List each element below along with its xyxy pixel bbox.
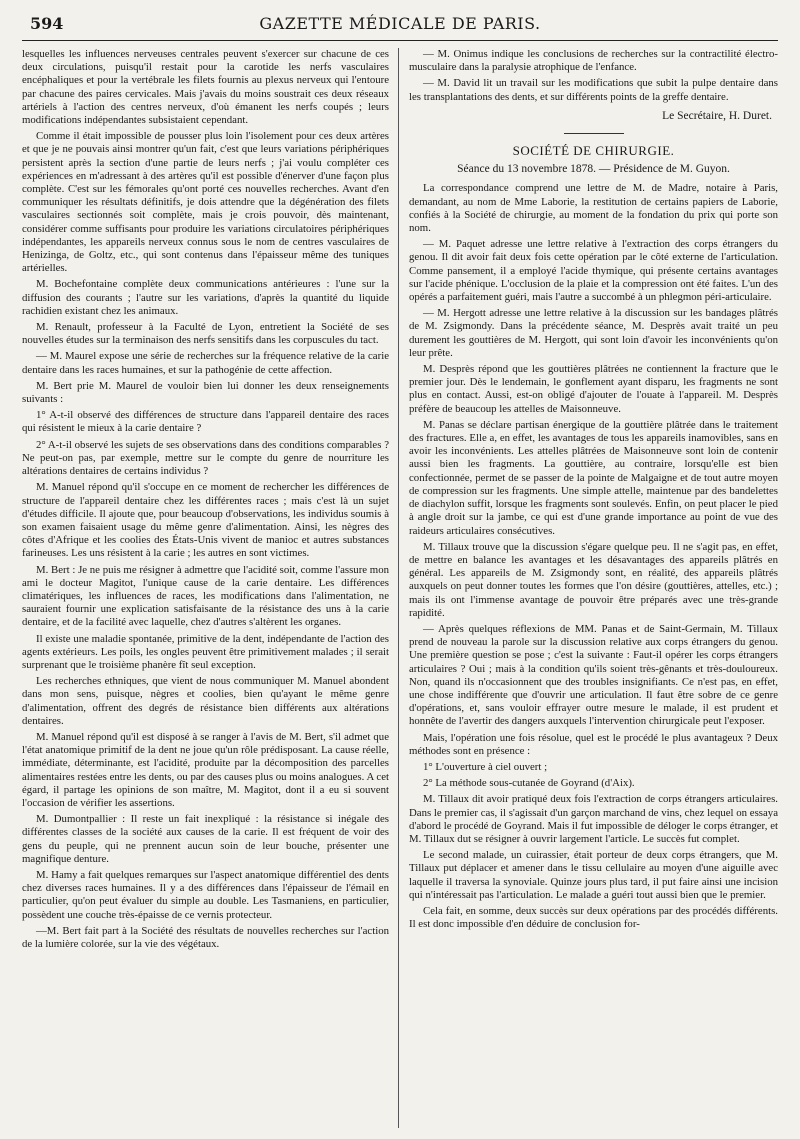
paragraph: — M. Onimus indique les conclusions de recherches sur la contractilité électro-musculaire dans la paralysie atrophique de l'enfance.: [409, 48, 778, 74]
paragraph: — M. Paquet adresse une lettre relative à l'extraction des corps étrangers du genou. Il dit avoir fait deux fois cette opération par le côté externe de l'articulation. Comme pansement, il a employé l'acide thymique, qui présente certains avantages sur l'acide phénique. L'occlusion de la plaie et la compression ont été faites. L'un des opérés a parfaitement guéri, mais l'autre a succombé à un phlegmon péri-articulaire.: [409, 238, 778, 304]
paragraph: M. Hamy a fait quelques remarques sur l'aspect anatomique différentiel des dents chez diverses races humaines. Il y a des différences dans l'épaisseur de l'émail en particulier, qu'on peut évaluer du simple au double. Les Tasmaniens, en particulier, possèdent une couche très-épaisse de ce vernis protecteur.: [22, 868, 389, 921]
paragraph: Cela fait, en somme, deux succès sur deux opérations par des procédés différents. Il est donc impossible d'en déduire de conclusion for-: [409, 904, 778, 931]
paragraph: — M. Hergott adresse une lettre relative à la discussion sur les bandages plâtrés de M. Zsigmondy. Dans la précédente séance, M. Desprès avait traité un peu durement les gouttières de M. Hergott, qui sont loin d'avoir les inconvénients qu'on leur prête.: [409, 307, 778, 359]
section-title: SOCIÉTÉ DE CHIRURGIE.: [512, 143, 675, 159]
paragraph: Le second malade, un cuirassier, était porteur de deux corps étrangers, que M. Tillaux put déplacer et amener dans le tissu cellulaire au moyen d'une aiguille avec laquelle il traversa la synoviale. Quinze jours plus tard, il put faire ainsi une incision qui n'intéressait pas l'articulation. Le malade a guéri tout aussi bien que le premier.: [409, 849, 778, 901]
paragraph: — Après quelques réflexions de MM. Panas et de Saint-Germain, M. Tillaux prend de nouveau la parole sur la discussion relative aux corps étrangers du genou. Une première question se pose ; c'est la suivante : Faut-il opérer les corps étrangers articulaires ? Oui ; mais à la condition qu'ils soient très-gênants et très-douloureux. Non, quand ils n'occasionnent que des troubles insignifiants. Ce n'est pas, en effet, une chose indifférente que d'ouvrir une articulation. Il faut être sobre de ce genre d'opérations, et, sans vouloir effrayer outre mesure le malade, il est prudent et honnête de l'avertir des dangers auxquels l'intervention chirurgicale peut l'exposer.: [409, 622, 778, 728]
paragraph: Comme il était impossible de pousser plus loin l'isolement pour ces deux artères et que je ne pouvais ainsi montrer qu'un fait, c'est que leurs variations périphériques persistent après la section d'une partie de leurs nerfs ; j'ai voulu compléter ces expériences en m'adressant à des artères qu'il est possible d'énerver d'une façon plus complète. C'est sur les fémorales qu'ont porté ces nouvelles recherches. Avant d'en communiquer les résultats définitifs, je dois attendre que la dégénération des filets vasculaires sectionnés soit complète, mais je crois pouvoir, dès maintenant, considérer comme suffisants pour produire les variations circulatoires périphériques indépendantes, les appareils nerveux connus sous le nom de centres vasculaires de Henizinga, de Goltz, etc., qui sont contenus dans l'épaisseur même des tuniques artérielles.: [22, 130, 389, 275]
right-column: [409, 48, 778, 1133]
paragraph: 2° La méthode sous-cutanée de Goyrand (d'Aix).: [423, 777, 635, 790]
paragraph: M. Manuel répond qu'il est disposé à se ranger à l'avis de M. Bert, s'il admet que l'état anatomique primitif de la dent ne joue qu'un rôle prédisposant. La cause réelle, immédiate, déterminante, est l'acidité, produite par la décomposition des parcelles alimentaires restées entre les dents, ou par des causes plus ou moins analogues. A cet égard, il partage les opinions de son maître, M. Magitot, dont il a eu si souvent l'occasion de vérifier les assertions.: [22, 730, 389, 809]
paragraph: M. Bochefontaine complète deux communications antérieures : l'une sur la diffusion des courants ; l'autre sur les variations, d'après la quantité du liquide rachidien existant chez les animaux.: [22, 278, 389, 317]
paragraph: — M. Maurel expose une série de recherches sur la fréquence relative de la carie dentaire dans les races humaines, et sur la pathogénie de cette affection.: [22, 350, 389, 376]
paragraph: —M. Bert fait part à la Société des résultats de nouvelles recherches sur l'action de la lumière colorée, sur la vie des végétaux.: [22, 924, 389, 950]
running-title: GAZETTE MÉDICALE DE PARIS.: [259, 14, 541, 33]
paragraph: M. Panas se déclare partisan énergique de la gouttière plâtrée dans le traitement des fractures. Elle a, en effet, les avantages de tous les appareils inamovibles, sans en avoir les inconvénients. Les attelles plâtrées de Maisonneuve sont loin de contenir aussi bien les fragments. La gouttière, au contraire, lorsqu'elle est bien confectionnée, permet de se passer de la pointe de Malgaigne et de tout autre moyen de compression sur les fragments. Une simple attelle, maintenue par des bandelettes de diachylon suffit, lorsque les fragments sont soulevés. Enfin, on peut placer le pied à angle droit sur la jambe, ce qui est d'une grande importance au point de vue des raideurs articulaires consécutives.: [409, 418, 778, 537]
paragraph: M. Renault, professeur à la Faculté de Lyon, entretient la Société de ses nouvelles études sur la terminaison des nerfs sensitifs dans les corpuscules du tact.: [22, 321, 389, 347]
session-line: Séance du 13 novembre 1878. — Présidence de M. Guyon.: [457, 163, 730, 176]
secretary-signature: Le Secrétaire, H. Duret.: [662, 109, 772, 122]
paragraph: Les recherches ethniques, que vient de nous communiquer M. Manuel abondent dans mon sens, puisque, nègres et coolies, bien qu'ayant le même genre d'alimentation, offrent des degrés de résistance bien différents aux altérations dentaires.: [22, 675, 389, 727]
page-number: 594: [30, 14, 64, 33]
paragraph: 1° L'ouverture à ciel ouvert ;: [423, 760, 548, 773]
section-rule: [564, 133, 624, 134]
page-header: [22, 10, 778, 41]
paragraph: M. Tillaux dit avoir pratiqué deux fois l'extraction de corps étrangers articulaires. Dans le premier cas, il s'agissait d'un garçon marchand de vins, chez lequel on essaya d'abord le procédé de Goyrand. Mais il fut impossible de déloger le corps étranger, et M. Tillaux dut se résigner à ouvrir largement l'article. Le succès fut complet.: [409, 793, 778, 845]
paragraph: Il existe une maladie spontanée, primitive de la dent, indépendante de l'action des agents extérieurs. Les poils, les ongles peuvent être primitivement malades ; il serait surprenant que le troisième phanère fît seul exception.: [22, 632, 389, 671]
column-divider: [398, 48, 399, 1128]
paragraph: M. Manuel répond qu'il s'occupe en ce moment de rechercher les différences de structure de l'appareil dentaire chez les différentes races ; mais c'est là un sujet d'études difficile. Il ajoute que, pour beaucoup d'observations, les individus soumis à son examen faisaient usage du même genre d'alimentation. Ainsi, les nègres des côtes d'Afrique et les coolies des États-Unis vivent de manioc et autres substances farineuses. Les uns résistent à la carie ; les autres en sont victimes.: [22, 481, 389, 560]
paragraph: 2° A-t-il observé les sujets de ses observations dans des conditions comparables ? Ne peut-on pas, par exemple, mettre sur le compte du genre de nourriture les altérations dentaires de certains individus ?: [22, 438, 389, 478]
paragraph: M. Dumontpallier : Il reste un fait inexpliqué : la résistance si inégale des différentes classes de la société aux causes de la carie. Il est fréquent de voir des gens du peuple, qui ne prennent aucun soin de leur bouche, présenter une magnifique denture.: [22, 813, 389, 865]
paragraph: M. Bert prie M. Maurel de vouloir bien lui donner les deux renseignements suivants :: [22, 379, 389, 406]
paragraph: M. Desprès répond que les gouttières plâtrées ne contiennent la fracture que le premier jour. Dès le lendemain, le gonflement ayant disparu, les fragments ne sont plus en contact. Aussi, est-on obligé d'ajouter de l'ouate à l'appareil. M. Desprès préfère de beaucoup les attelles de Maisonneuve.: [409, 363, 778, 415]
paragraph: 1° A-t-il observé des différences de structure dans l'appareil dentaire des races qui résistent le mieux à la carie dentaire ?: [22, 409, 389, 435]
paragraph: Mais, l'opération une fois résolue, quel est le procédé le plus avantageux ? Deux méthodes sont en présence :: [409, 731, 778, 757]
paragraph: M. Tillaux trouve que la discussion s'égare quelque peu. Il ne s'agit pas, en effet, de mettre en balance les avantages et les désavantages des appareils plâtrés en général. Les appareils de M. Zsigmondy sont, en réalité, des appareils plâtrés auxquels on peut donner toutes les formes que l'on désire (gouttières, attelles, etc.) ; mais ils ont l'immense avantage de pouvoir être préparés avec une très-grande rapidité.: [409, 540, 778, 619]
paragraph: La correspondance comprend une lettre de M. de Madre, notaire à Paris, demandant, au nom de Mme Laborie, la restitution de certains papiers de Laborie, confiés à la Société de chirurgie, au moment de la fondation du prix qui porte son nom.: [409, 182, 778, 235]
paragraph: lesquelles les influences nerveuses centrales peuvent s'exercer sur chacune de ces deux circulations, puisqu'il restait pour la carotide les nerfs vasculaires encéphaliques et pour la vertébrale les filets fournis au plexus nerveux qui l'entoure par chacune des paires cervicales. Mais j'avais du moins soustrait ces deux réseaux artériels à l'action des centres nerveux, d'où émanent les nerfs coupés ; leurs modifications indépendantes subsistaient cependant.: [22, 48, 389, 127]
paragraph: — M. David lit un travail sur les modifications que subit la pulpe dentaire dans les transplantations des dents, et sur différents points de la greffe dentaire.: [409, 77, 778, 103]
paragraph: M. Bert : Je ne puis me résigner à admettre que l'acidité soit, comme l'assure mon ami le docteur Magitot, l'unique cause de la carie dentaire. Les différences climatériques, les influences de races, les modifications dans l'alimentation, ne sauraient fournir une explication satisfaisante de la résistance des uns à la carie dentaire, et de la facilité avec laquelle, chez d'autres s'altèrent les organes.: [22, 563, 389, 629]
left-column: [22, 48, 389, 1133]
